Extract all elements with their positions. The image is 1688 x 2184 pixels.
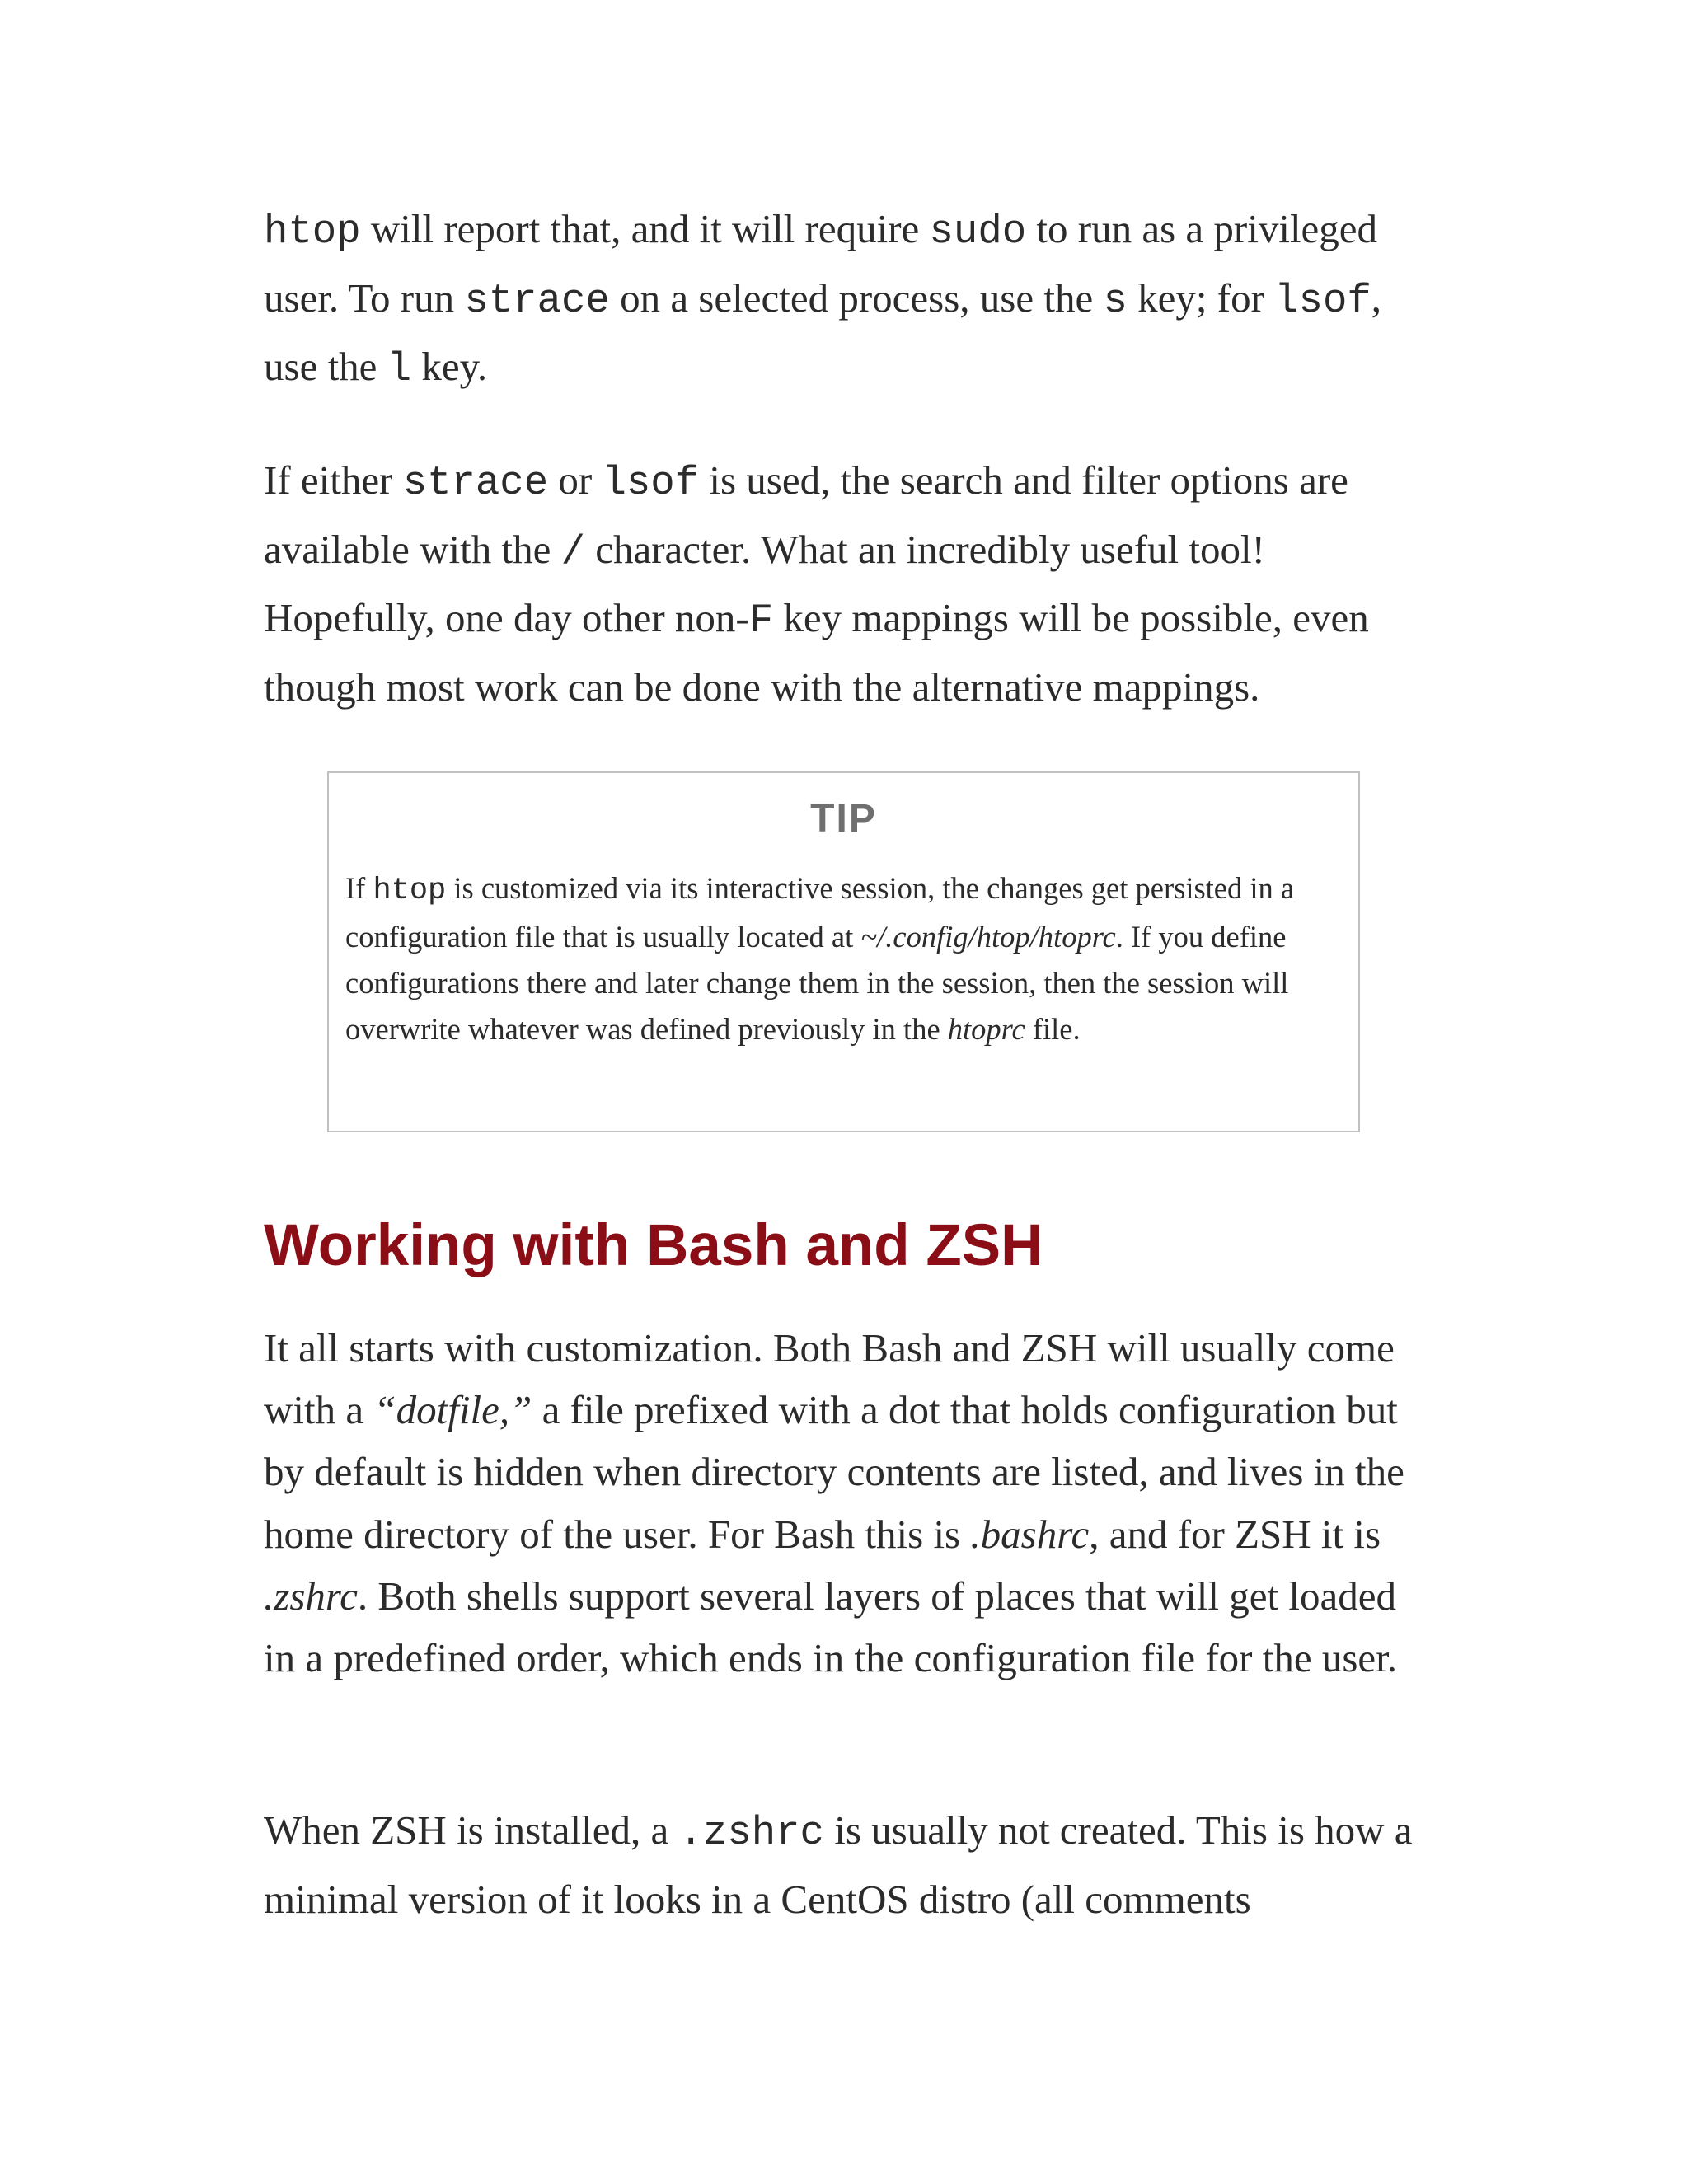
- text-run: will report that, and it will require: [360, 206, 930, 251]
- path-htoprc: ~/.config/htop/htoprc: [860, 920, 1116, 954]
- text-run: , and for ZSH it is: [1089, 1511, 1381, 1557]
- text-run: key mappings will be possible, even though most work can be done with the alternative mappings.: [264, 595, 1369, 710]
- tip-title: TIP: [810, 797, 877, 841]
- paragraph-customization: [264, 1317, 1434, 1689]
- text-run: , use the: [264, 274, 1382, 389]
- tip-box: [327, 771, 1360, 1132]
- text-run: key; for: [1127, 274, 1275, 321]
- text-run: When ZSH is installed, a: [264, 1807, 679, 1853]
- text-run: or: [548, 457, 603, 503]
- section-heading: Working with Bash and ZSH: [264, 1213, 1043, 1278]
- code-zshrc: .zshrc: [678, 1810, 824, 1856]
- text-run: key.: [411, 344, 488, 389]
- code-strace: strace: [464, 277, 610, 324]
- code-lsof: lsof: [602, 460, 700, 506]
- text-run: It all starts with customization. Both Bash and ZSH will usually come with a: [264, 1325, 1395, 1433]
- text-run: character. What an incredibly useful tool! Hopefully, one day other non-: [264, 526, 1265, 640]
- text-run: If: [345, 871, 373, 905]
- code-strace: strace: [402, 460, 549, 506]
- paragraph-search-filter: [264, 448, 1434, 720]
- code-slash: /: [560, 528, 585, 575]
- code-htop: htop: [264, 209, 361, 255]
- text-run: a file prefixed with a dot that holds configuration but by default is hidden when directory contents are listed, and lives in the home directory of the user. For Bash this is: [264, 1387, 1404, 1557]
- text-run: . Both shells support several layers of places that will get loaded in a predefined order, which ends in the configuration file for the user.: [264, 1572, 1398, 1681]
- code-htop: htop: [373, 874, 447, 908]
- text-run: is used, the search and filter options are available with the: [264, 457, 1348, 572]
- file-htoprc: htoprc: [947, 1012, 1025, 1046]
- file-zshrc: .zshrc: [264, 1572, 358, 1619]
- text-run: file.: [1025, 1012, 1081, 1046]
- text-run: to run as a privileged user. To run: [264, 206, 1378, 321]
- paragraph-htop-privileges: [264, 196, 1434, 403]
- file-bashrc: .bashrc: [970, 1511, 1090, 1557]
- text-run: on a selected process, use the: [609, 274, 1104, 321]
- paragraph-zshrc-minimal: [264, 1797, 1434, 1933]
- code-s-key: s: [1103, 277, 1128, 324]
- tip-body: [345, 865, 1347, 1052]
- text-run: . If you define configurations there and later change them in the session, then the session will overwrite whatever was defined previously in the: [345, 920, 1289, 1046]
- code-l-key: l: [387, 346, 412, 392]
- text-run: is usually not created. This is how a minimal version of it looks in a CentOS distro (all comments: [264, 1807, 1413, 1922]
- text-run: is customized via its interactive session, the changes get persisted in a configuration file that is usually located at: [345, 871, 1295, 954]
- code-lsof: lsof: [1274, 277, 1372, 324]
- text-run: If either: [264, 457, 403, 503]
- code-sudo: sudo: [929, 209, 1027, 255]
- code-f-key: F: [748, 598, 774, 644]
- term-dotfile: “dotfile,”: [373, 1387, 532, 1433]
